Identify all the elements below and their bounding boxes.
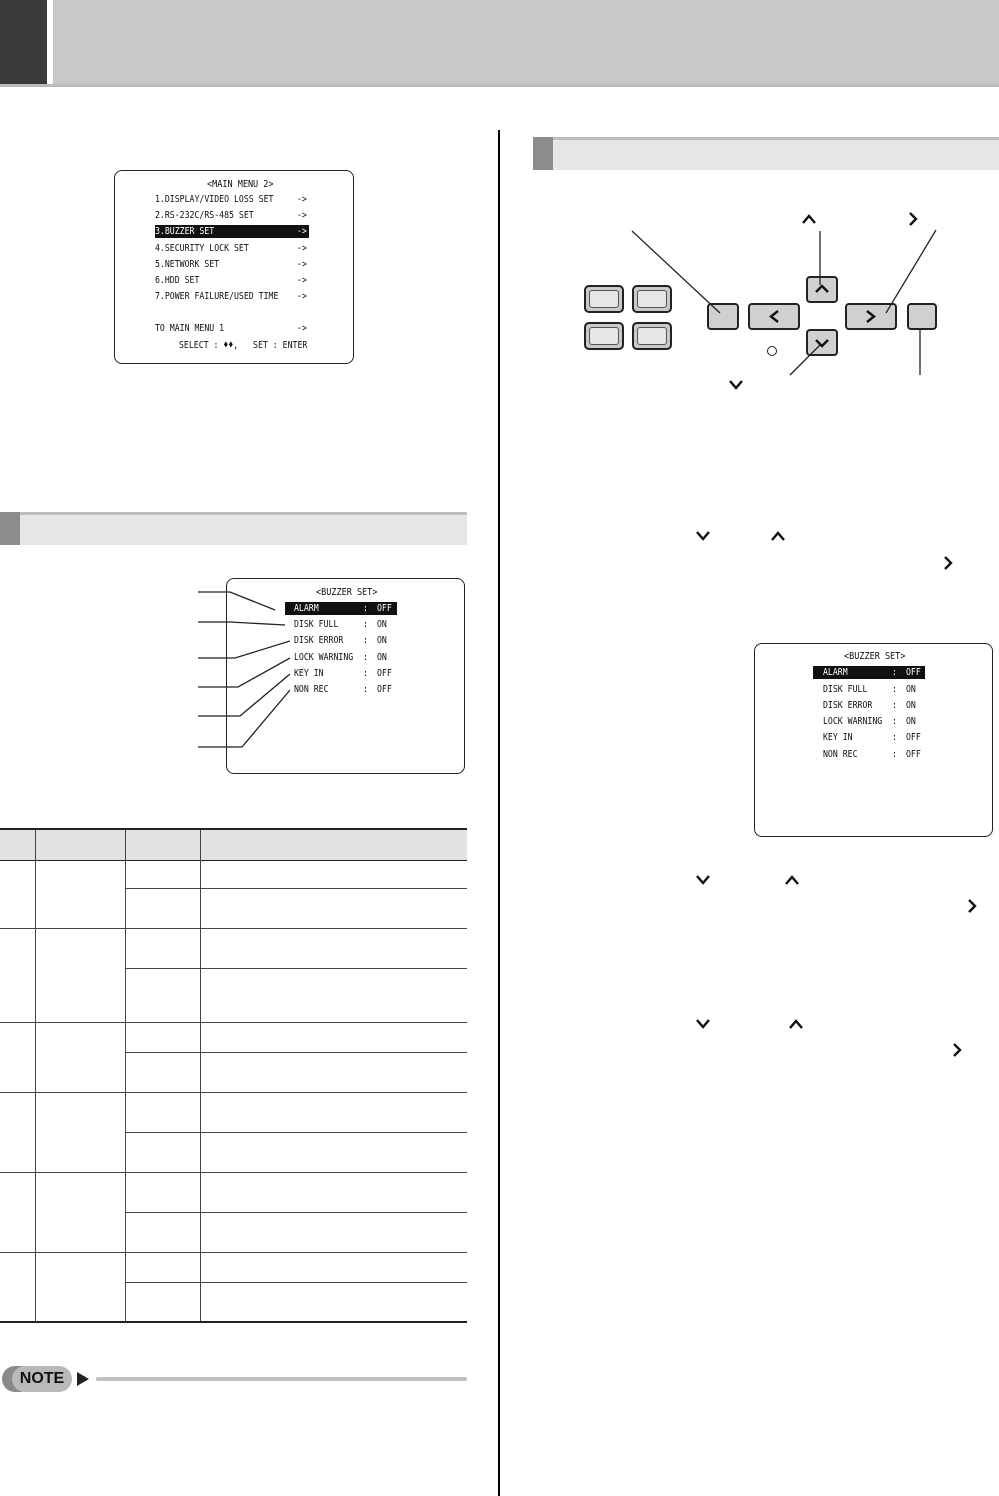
buzzer-item-label: ALARM [294,603,319,614]
buzzer-item-label: KEY IN [294,668,324,679]
menu-item-arrow: -> [297,210,307,221]
main-menu-2-screen [114,170,354,364]
menu-item-label: 2.RS-232C/RS-485 SET [155,210,254,221]
to-main-menu-1-label: TO MAIN MENU 1 [155,323,225,334]
chevron-down-icon [694,529,712,543]
menu-item-arrow: -> [297,226,307,237]
menu-item-arrow: -> [297,323,307,334]
table-col-divider [200,830,201,1322]
table-row-divider [125,968,467,969]
buzzer-item-value: OFF [377,603,392,614]
buzzer-item-value: OFF [377,668,392,679]
buzzer-item-sep: : [892,749,897,760]
buzzer-item-value: ON [377,652,387,663]
table-col-divider [125,830,126,1322]
buzzer-item-label: NON REC [294,684,329,695]
menu-item-label-selected: 3.BUZZER SET [155,226,215,237]
settings-table-header [0,828,467,861]
buzzer-set-title: <BUZZER SET> [844,651,906,662]
menu-item-label: 5.NETWORK SET [155,259,220,270]
buzzer-item-label: LOCK WARNING [294,652,354,663]
menu-item-label: 7.POWER FAILURE/USED TIME [155,291,279,302]
buzzer-item-value: ON [906,716,916,727]
header-underline [0,84,999,87]
table-row-divider [0,1092,467,1093]
chevron-up-icon [787,1017,805,1031]
buzzer-item-sep: : [363,684,368,695]
table-row-divider [125,1282,467,1283]
buzzer-item-label: DISK FULL [823,684,868,695]
menu-item-arrow: -> [297,291,307,302]
buzzer-item-sep: : [892,732,897,743]
buzzer-item-value: OFF [906,667,921,678]
chevron-down-icon [694,1017,712,1031]
table-bottom-rule [0,1321,467,1323]
buzzer-item-value: ON [906,684,916,695]
buzzer-item-sep: : [892,684,897,695]
buzzer-item-value: ON [377,635,387,646]
chevron-up-icon [800,212,818,226]
buzzer-item-label: KEY IN [823,732,853,743]
buzzer-item-sep: : [363,603,368,614]
buzzer-set-title: <BUZZER SET> [316,587,378,598]
table-row-divider [0,1252,467,1253]
panel-button-1[interactable] [584,285,624,313]
panel-callout-lines [630,225,950,380]
buzzer-item-value: ON [906,700,916,711]
chevron-up-icon [783,873,801,887]
section-bar-left [0,512,467,545]
table-row-divider [0,1172,467,1173]
table-row-divider [0,928,467,929]
menu-item-arrow: -> [297,259,307,270]
chevron-down-icon [694,873,712,887]
chapter-header-bar [53,0,999,84]
main-menu-2-title: <MAIN MENU 2> [207,179,274,190]
buzzer-callout-lines [190,585,290,755]
chevron-right-icon [941,554,955,572]
buzzer-item-sep: : [363,635,368,646]
buzzer-item-label: NON REC [823,749,858,760]
buzzer-item-value: OFF [906,732,921,743]
chevron-right-icon [950,1041,964,1059]
column-divider [498,130,500,1496]
chapter-tab [0,0,47,84]
menu-item-arrow: -> [297,275,307,286]
buzzer-item-sep: : [363,652,368,663]
buzzer-item-sep: : [892,667,897,678]
menu-footer-hint: SELECT : ♦♦, SET : ENTER [179,340,308,351]
note-badge: NOTE [12,1366,72,1392]
section-tab-right [533,137,553,170]
panel-button-3[interactable] [584,322,624,350]
buzzer-item-sep: : [363,619,368,630]
menu-item-label: 6.HDD SET [155,275,200,286]
menu-item-label: 1.DISPLAY/VIDEO LOSS SET [155,194,274,205]
buzzer-item-value: ON [377,619,387,630]
table-row-divider [125,1212,467,1213]
buzzer-item-value: OFF [906,749,921,760]
buzzer-item-label: ALARM [823,667,848,678]
buzzer-item-value: OFF [377,684,392,695]
section-bar-right [533,137,999,170]
menu-item-label: 4.SECURITY LOCK SET [155,243,249,254]
note-rule [96,1377,467,1381]
triangle-right-icon [76,1370,90,1388]
table-row-divider [125,1132,467,1133]
buzzer-item-sep: : [892,700,897,711]
chevron-down-icon [727,378,745,392]
chevron-right-icon [965,897,979,915]
buzzer-item-sep: : [892,716,897,727]
table-row-divider [125,1052,467,1053]
chevron-up-icon [769,529,787,543]
table-row-divider [0,1022,467,1023]
buzzer-item-label: DISK ERROR [823,700,873,711]
buzzer-item-label: DISK ERROR [294,635,344,646]
buzzer-item-label: LOCK WARNING [823,716,883,727]
menu-item-arrow: -> [297,243,307,254]
buzzer-item-label: DISK FULL [294,619,339,630]
table-col-divider [35,830,36,1322]
buzzer-item-sep: : [363,668,368,679]
table-row-divider [125,888,467,889]
buzzer-set-screen-step [754,643,993,837]
section-tab-left [0,512,20,545]
menu-item-arrow: -> [297,194,307,205]
